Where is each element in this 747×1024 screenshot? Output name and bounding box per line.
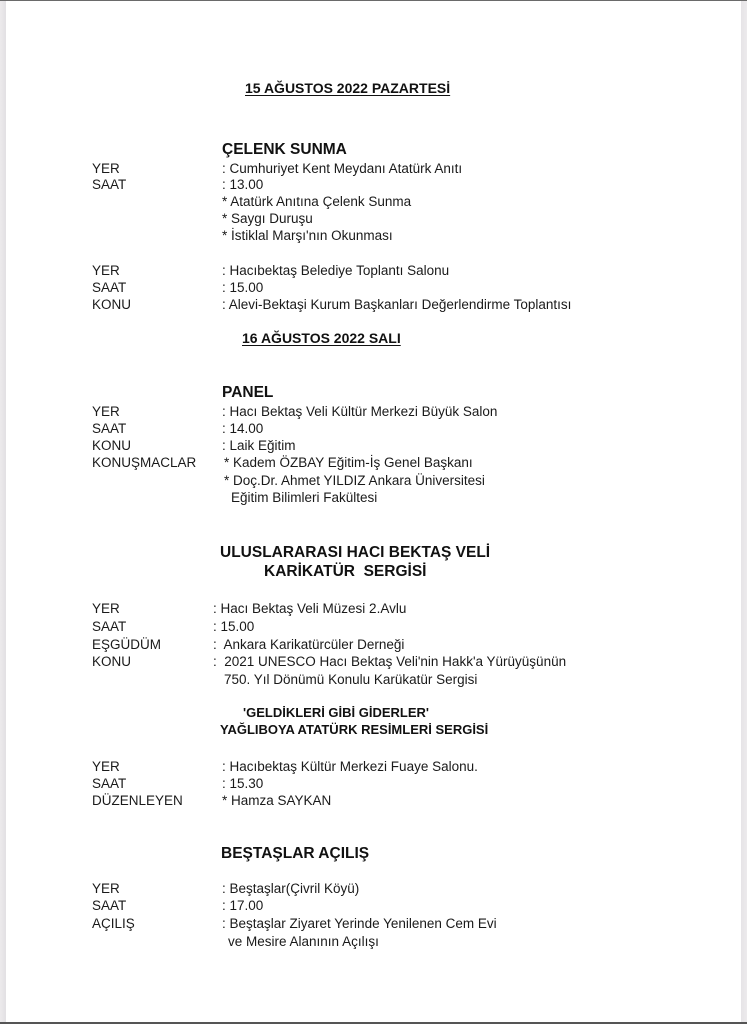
row-label: EŞGÜDÜM xyxy=(92,637,162,652)
row-label: DÜZENLEYEN xyxy=(92,793,183,808)
row-label: SAAT xyxy=(92,280,127,295)
row-label: SAAT xyxy=(92,421,127,436)
row-value: : Hacıbektaş Belediye Toplantı Salonu xyxy=(222,263,450,278)
row-value: : Hacı Bektaş Veli Kültür Merkezi Büyük Salon xyxy=(222,404,498,419)
row-value: : Beştaşlar Ziyaret Yerinde Yenilenen Cem Evi xyxy=(222,916,497,931)
row-value: : Ankara Karikatürcüler Derneği xyxy=(213,637,405,652)
row-value: * Kadem ÖZBAY Eğitim-İş Genel Başkanı xyxy=(224,455,473,470)
row-value: : 13.00 xyxy=(222,177,264,192)
row-label: YER xyxy=(92,759,120,774)
row-value: : 17.00 xyxy=(222,898,264,913)
row-label: SAAT xyxy=(92,619,127,634)
row-value: : 15.30 xyxy=(222,776,264,791)
event-title-celenk-sunma: ÇELENK SUNMA xyxy=(222,141,347,158)
page-top-border xyxy=(0,0,747,1)
event-title-bestaslar: BEŞTAŞLAR AÇILIŞ xyxy=(221,845,370,862)
page-left-edge xyxy=(0,1,6,1022)
row-label: SAAT xyxy=(92,177,127,192)
event-title-cartoon-line2: KARİKATÜR SERGİSİ xyxy=(264,563,427,580)
row-value: : Laik Eğitim xyxy=(222,438,296,453)
program-item: * Atatürk Anıtına Çelenk Sunma xyxy=(222,194,412,209)
row-label: KONU xyxy=(92,438,132,453)
program-item: * İstiklal Marşı'nın Okunması xyxy=(222,228,393,243)
row-label: YER xyxy=(92,404,120,419)
row-label: KONU xyxy=(92,297,132,312)
row-value: : Alevi-Bektaşi Kurum Başkanları Değerlendirme Toplantısı xyxy=(222,297,572,312)
row-label: YER xyxy=(92,601,120,616)
row-label: KONU xyxy=(92,654,132,669)
row-value: : Hacı Bektaş Veli Müzesi 2.Avlu xyxy=(213,601,407,616)
row-value-continuation: ve Mesire Alanının Açılışı xyxy=(228,934,379,949)
row-label: YER xyxy=(92,263,120,278)
row-value: * Hamza SAYKAN xyxy=(222,793,332,808)
row-label: YER xyxy=(92,161,120,176)
row-label: YER xyxy=(92,881,120,896)
event-title-cartoon-line1: ULUSLARARASI HACI BEKTAŞ VELİ xyxy=(220,544,491,561)
row-value: : Hacıbektaş Kültür Merkezi Fuaye Salonu. xyxy=(222,759,478,774)
day1-date-heading: 15 AĞUSTOS 2022 PAZARTESİ xyxy=(245,80,451,96)
event-title-painting-line1: 'GELDİKLERİ GİBİ GİDERLER' xyxy=(243,705,430,720)
row-value: : 15.00 xyxy=(213,619,255,634)
day2-date-heading: 16 AĞUSTOS 2022 SALI xyxy=(242,330,401,346)
page-right-edge xyxy=(741,1,747,1022)
row-label: AÇILIŞ xyxy=(92,916,135,931)
row-value: : Cumhuriyet Kent Meydanı Atatürk Anıtı xyxy=(222,161,463,176)
speaker-line: * Doç.Dr. Ahmet YILDIZ Ankara Üniversitesi xyxy=(224,473,485,488)
row-value-continuation: 750. Yıl Dönümü Konulu Karükatür Sergisi xyxy=(224,672,478,687)
row-label: SAAT xyxy=(92,776,127,791)
row-value: : 15.00 xyxy=(222,280,264,295)
row-label: KONUŞMACLAR xyxy=(92,455,197,470)
program-item: * Saygı Duruşu xyxy=(222,211,313,226)
speaker-line: Eğitim Bilimleri Fakültesi xyxy=(231,490,378,505)
event-title-painting-line2: YAĞLIBOYA ATATÜRK RESİMLERİ SERGİSİ xyxy=(220,722,489,737)
event-title-panel: PANEL xyxy=(222,384,274,401)
row-value: : Beştaşlar(Çivril Köyü) xyxy=(222,881,360,896)
row-value: : 2021 UNESCO Hacı Bektaş Veli'nin Hakk'a Yürüyüşünün xyxy=(213,654,567,669)
row-value: : 14.00 xyxy=(222,421,264,436)
row-label: SAAT xyxy=(92,898,127,913)
